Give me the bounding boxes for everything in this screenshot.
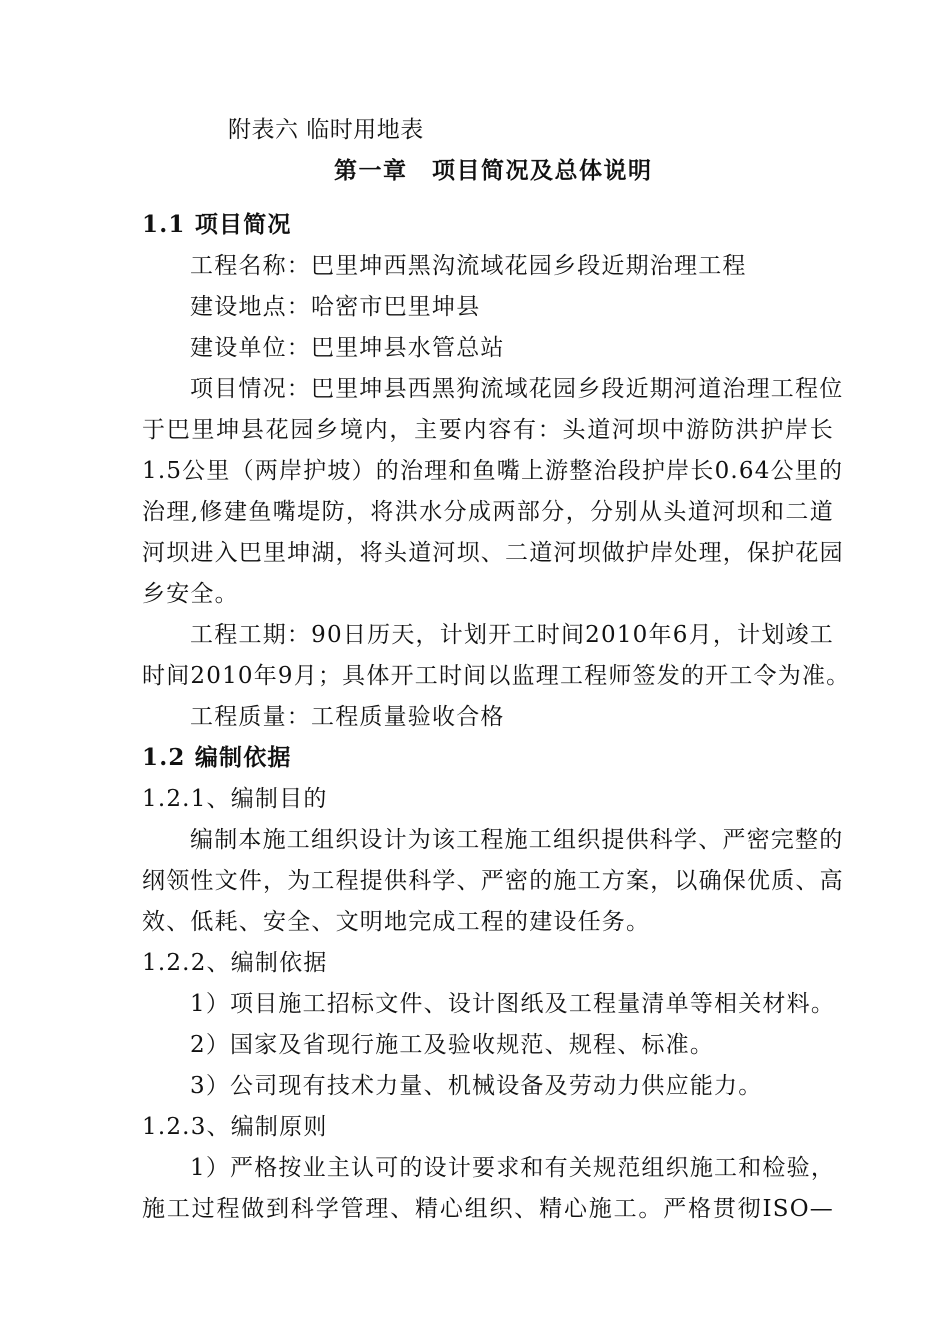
project-quality: 工程质量：工程质量验收合格 [190,704,505,730]
basis-item: 1）项目施工招标文件、设计图纸及工程量清单等相关材料。 [190,991,836,1017]
chapter-title: 第一章 项目简况及总体说明 [334,157,653,184]
project-situation-line: 乡安全。 [142,581,239,607]
project-situation-line: 1.5公里（两岸护坡）的治理和鱼嘴上游整治段护岸长0.64公里的 [142,458,844,484]
project-unit: 建设单位：巴里坤县水管总站 [190,335,505,361]
subsection-title-1-2-2: 1.2.2、编制依据 [142,950,328,976]
purpose-line: 效、低耗、安全、文明地完成工程的建设任务。 [142,909,651,935]
subsection-title-1-2-3: 1.2.3、编制原则 [142,1114,328,1140]
principle-line: 1）严格按业主认可的设计要求和有关规范组织施工和检验， [190,1155,836,1181]
project-location: 建设地点：哈密市巴里坤县 [190,294,481,320]
project-situation-line: 项目情况：巴里坤县西黑狗流域花园乡段近期河道治理工程位 [190,376,844,402]
principle-line: 施工过程做到科学管理、精心组织、精心施工。严格贯彻ISO— [142,1196,834,1222]
subsection-title-1-2-1: 1.2.1、编制目的 [142,786,328,812]
project-period-line: 工程工期：90日历天，计划开工时间2010年6月，计划竣工 [190,622,834,648]
project-situation-line: 治理,修建鱼嘴堤防，将洪水分成两部分，分别从头道河坝和二道 [142,499,834,525]
basis-item: 3）公司现有技术力量、机械设备及劳动力供应能力。 [190,1073,763,1099]
project-situation-line: 于巴里坤县花园乡境内，主要内容有：头道河坝中游防洪护岸长 [142,417,834,443]
project-name: 工程名称：巴里坤西黑沟流域花园乡段近期治理工程 [190,253,747,279]
attachment-line: 附表六 临时用地表 [228,117,424,143]
project-period-line: 时间2010年9月；具体开工时间以监理工程师签发的开工令为准。 [142,663,851,689]
purpose-line: 编制本施工组织设计为该工程施工组织提供科学、严密完整的 [190,827,844,853]
purpose-line: 纲领性文件，为工程提供科学、严密的施工方案，以确保优质、高 [142,868,844,894]
basis-item: 2）国家及省现行施工及验收规范、规程、标准。 [190,1032,715,1058]
section-heading-1-1: 1.1 项目简况 [142,211,292,238]
section-heading-1-2: 1.2 编制依据 [142,744,292,771]
project-situation-line: 河坝进入巴里坤湖，将头道河坝、二道河坝做护岸处理，保护花园 [142,540,844,566]
